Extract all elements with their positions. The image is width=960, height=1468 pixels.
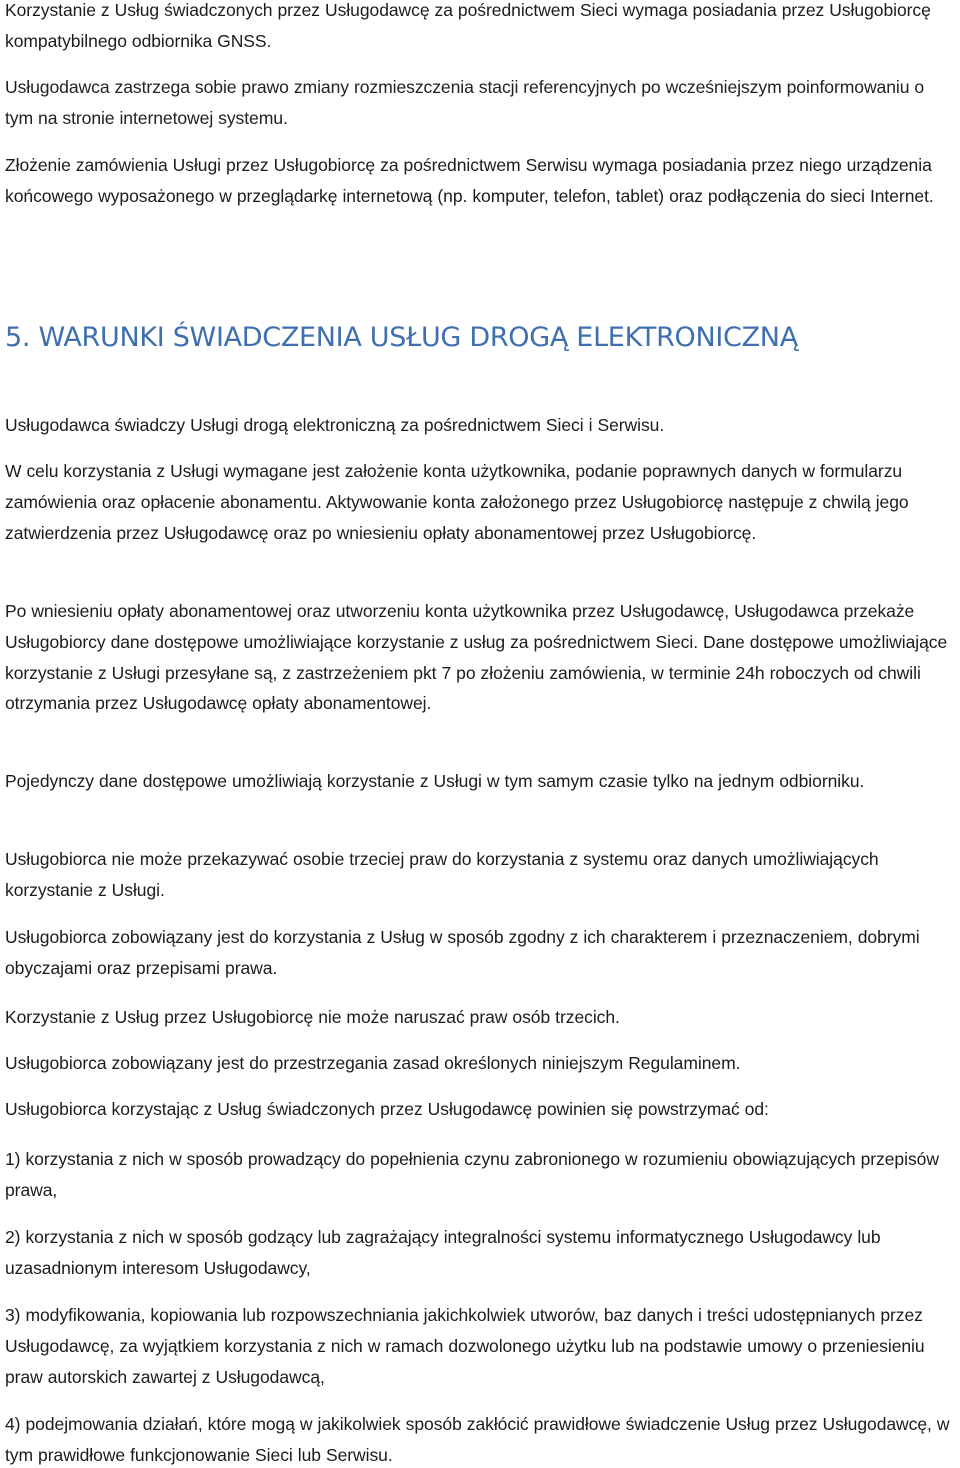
list-item-3: 3) modyfikowania, kopiowania lub rozpowszechniania jakichkolwiek utworów, baz danych i treści udostępnianych przez Usługodawcę, za wyjątkiem korzystania z nich w ramach dozwolonego użytku lub na podstawie umowy o przeniesieniu praw autorskich zawartej z Usługodawcą, [5,1305,925,1387]
section-paragraph-refrain: Usługobiorca korzystając z Usług świadczonych przez Usługodawcę powinien się powstrzymać od: [5,1099,769,1119]
section-paragraph-services: Usługodawca świadczy Usługi drogą elektroniczną za pośrednictwem Sieci i Serwisu. [5,415,665,435]
intro-paragraph-gnss: Korzystanie z Usług świadczonych przez Usługodawcę za pośrednictwem Sieci wymaga posiadania przez Usługobiorcę kompatybilnego odbiornika GNSS. [5,0,931,51]
section-paragraph-no-transfer: Usługobiorca nie może przekazywać osobie trzeciej praw do korzystania z systemu oraz danych umożliwiających korzystanie z Usługi. [5,849,879,900]
list-item-1: 1) korzystania z nich w sposób prowadzący do popełnienia czynu zabronionego w rozumieniu obowiązujących przepisów prawa, [5,1149,939,1200]
section-paragraph-single-receiver: Pojedynczy dane dostępowe umożliwiają korzystanie z Usługi w tym samym czasie tylko na jednym odbiorniku. [5,771,865,791]
section-heading: 5. WARUNKI ŚWIADCZENIA USŁUG DROGĄ ELEKTRONICZNĄ [5,322,798,353]
section-paragraph-account: W celu korzystania z Usługi wymagane jest założenie konta użytkownika, podanie poprawnych danych w formularzu zamówienia oraz opłacenie abonamentu. Aktywowanie konta założonego przez Usługobiorcę następuje z chwilą jego zatwierdzenia przez Usługodawcę oraz po wniesieniu opłaty abonamentowej przez Usługobiorcę. [5,461,909,543]
section-paragraph-third-party-rights: Korzystanie z Usług przez Usługobiorcę nie może naruszać praw osób trzecich. [5,1007,620,1027]
list-item-4: 4) podejmowania działań, które mogą w jakikolwiek sposób zakłócić prawidłowe świadczenie Usług przez Usługodawcę, w tym prawidłowe funkcjonowanie Sieci lub Serwisu. [5,1414,950,1465]
intro-paragraph-stations: Usługodawca zastrzega sobie prawo zmiany rozmieszczenia stacji referencyjnych po wcześniejszym poinformowaniu o tym na stronie internetowej systemu. [5,77,925,128]
section-paragraph-access-data: Po wniesieniu opłaty abonamentowej oraz utworzeniu konta użytkownika przez Usługodawcę, Usługodawca przekaże Usługobiorcy dane dostępowe umożliwiające korzystanie z usług za pośrednictwem Sieci. Dane dostępowe umożliwiające korzystanie z Usługi przesyłane są, z zastrzeżeniem pkt 7 po złożeniu zamówienia, w terminie 24h roboczych od chwili otrzymania przez Usługodawcę opłaty abonamentowej. [5,601,948,714]
section-paragraph-proper-use: Usługobiorca zobowiązany jest do korzystania z Usług w sposób zgodny z ich charakterem i przeznaczeniem, dobrymi obyczajami oraz przepisami prawa. [5,927,920,978]
list-item-2: 2) korzystania z nich w sposób godzący lub zagrażający integralności systemu informatycznego Usługodawcy lub uzasadnionym interesom Usługodawcy, [5,1227,881,1278]
section-paragraph-regulations: Usługobiorca zobowiązany jest do przestrzegania zasad określonych niniejszym Regulaminem. [5,1053,741,1073]
intro-paragraph-order-requirements: Złożenie zamówienia Usługi przez Usługobiorcę za pośrednictwem Serwisu wymaga posiadania przez niego urządzenia końcowego wyposażonego w przeglądarkę internetową (np. komputer, telefon, tablet) oraz podłączenia do sieci Internet. [5,155,934,206]
